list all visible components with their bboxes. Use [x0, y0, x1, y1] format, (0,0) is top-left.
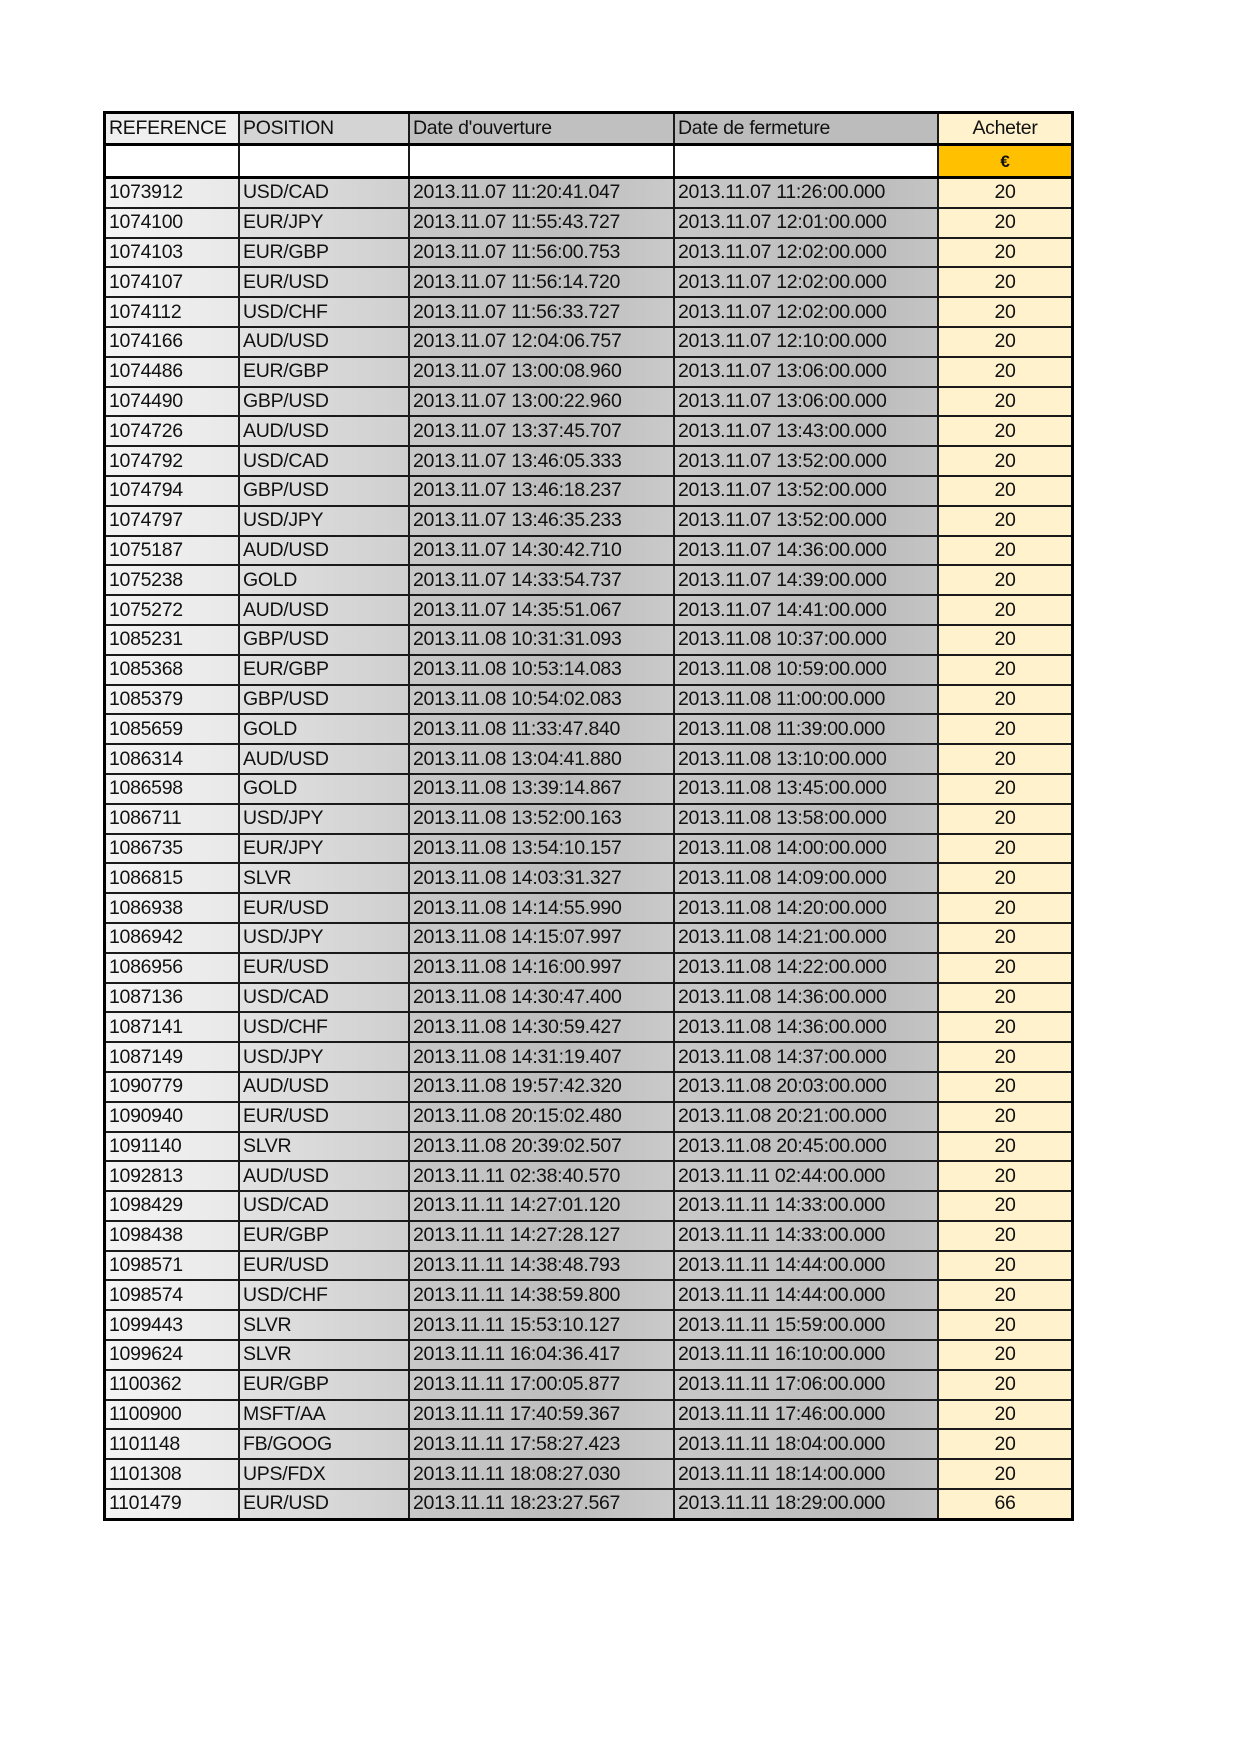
open-date-cell: 2013.11.08 13:39:14.867: [409, 774, 674, 804]
close-date-cell: 2013.11.07 14:39:00.000: [674, 565, 938, 595]
header-acheter: Acheter: [938, 113, 1073, 145]
close-date-cell: 2013.11.08 14:37:00.000: [674, 1042, 938, 1072]
close-date-cell: 2013.11.07 13:52:00.000: [674, 476, 938, 506]
acheter-cell: 20: [938, 1280, 1073, 1310]
position-cell: AUD/USD: [239, 536, 409, 566]
close-date-cell: 2013.11.07 13:43:00.000: [674, 416, 938, 446]
reference-cell: 1085659: [105, 714, 240, 744]
close-date-cell: 2013.11.11 16:10:00.000: [674, 1340, 938, 1370]
close-date-cell: 2013.11.07 11:26:00.000: [674, 178, 938, 208]
acheter-cell: 20: [938, 267, 1073, 297]
open-date-cell: 2013.11.07 14:30:42.710: [409, 536, 674, 566]
close-date-cell: 2013.11.11 17:46:00.000: [674, 1400, 938, 1430]
acheter-cell: 20: [938, 1251, 1073, 1281]
close-date-cell: 2013.11.07 12:02:00.000: [674, 267, 938, 297]
acheter-cell: 20: [938, 178, 1073, 208]
position-cell: USD/JPY: [239, 506, 409, 536]
position-cell: EUR/GBP: [239, 357, 409, 387]
reference-cell: 1086735: [105, 834, 240, 864]
table-row: [105, 923, 1073, 953]
close-date-cell: 2013.11.11 02:44:00.000: [674, 1161, 938, 1191]
acheter-cell: 20: [938, 863, 1073, 893]
open-date-cell: 2013.11.07 11:56:14.720: [409, 267, 674, 297]
table-row: [105, 1012, 1073, 1042]
subheader-empty-cell: [674, 145, 938, 178]
table-row: [105, 416, 1073, 446]
open-date-cell: 2013.11.08 20:15:02.480: [409, 1102, 674, 1132]
close-date-cell: 2013.11.08 13:58:00.000: [674, 804, 938, 834]
position-cell: SLVR: [239, 1340, 409, 1370]
close-date-cell: 2013.11.11 18:14:00.000: [674, 1459, 938, 1489]
position-cell: USD/CHF: [239, 1012, 409, 1042]
close-date-cell: 2013.11.08 11:00:00.000: [674, 685, 938, 715]
table-row: [105, 1191, 1073, 1221]
acheter-cell: 20: [938, 446, 1073, 476]
close-date-cell: 2013.11.07 12:01:00.000: [674, 208, 938, 238]
table-row: [105, 1161, 1073, 1191]
close-date-cell: 2013.11.08 10:59:00.000: [674, 655, 938, 685]
table-row: [105, 1132, 1073, 1162]
table-row: [105, 834, 1073, 864]
position-cell: USD/JPY: [239, 804, 409, 834]
reference-cell: 1086711: [105, 804, 240, 834]
position-cell: AUD/USD: [239, 1161, 409, 1191]
acheter-cell: 20: [938, 1161, 1073, 1191]
acheter-cell: 20: [938, 893, 1073, 923]
open-date-cell: 2013.11.11 16:04:36.417: [409, 1340, 674, 1370]
close-date-cell: 2013.11.07 12:10:00.000: [674, 327, 938, 357]
acheter-cell: 20: [938, 1072, 1073, 1102]
table-row: [105, 476, 1073, 506]
position-cell: USD/CAD: [239, 983, 409, 1013]
table-row: [105, 1459, 1073, 1489]
position-cell: USD/JPY: [239, 1042, 409, 1072]
close-date-cell: 2013.11.08 11:39:00.000: [674, 714, 938, 744]
acheter-cell: 20: [938, 774, 1073, 804]
close-date-cell: 2013.11.08 14:21:00.000: [674, 923, 938, 953]
reference-cell: 1075272: [105, 595, 240, 625]
reference-cell: 1099624: [105, 1340, 240, 1370]
position-cell: MSFT/AA: [239, 1400, 409, 1430]
reference-cell: 1100362: [105, 1370, 240, 1400]
reference-cell: 1073912: [105, 178, 240, 208]
table-row: [105, 655, 1073, 685]
table-row: [105, 804, 1073, 834]
reference-cell: 1087136: [105, 983, 240, 1013]
close-date-cell: 2013.11.07 13:52:00.000: [674, 506, 938, 536]
reference-cell: 1074166: [105, 327, 240, 357]
table-row: [105, 506, 1073, 536]
reference-cell: 1074486: [105, 357, 240, 387]
open-date-cell: 2013.11.08 14:30:47.400: [409, 983, 674, 1013]
table-row: [105, 536, 1073, 566]
position-cell: EUR/USD: [239, 1489, 409, 1519]
reference-cell: 1101308: [105, 1459, 240, 1489]
position-cell: USD/CHF: [239, 1280, 409, 1310]
open-date-cell: 2013.11.07 13:00:08.960: [409, 357, 674, 387]
position-cell: EUR/GBP: [239, 238, 409, 268]
position-cell: EUR/GBP: [239, 1370, 409, 1400]
acheter-cell: 20: [938, 834, 1073, 864]
acheter-cell: 20: [938, 238, 1073, 268]
reference-cell: 1074794: [105, 476, 240, 506]
reference-cell: 1087149: [105, 1042, 240, 1072]
position-cell: EUR/USD: [239, 1102, 409, 1132]
position-cell: AUD/USD: [239, 327, 409, 357]
table-row: [105, 1370, 1073, 1400]
reference-cell: 1074490: [105, 387, 240, 417]
position-cell: USD/CHF: [239, 297, 409, 327]
position-cell: SLVR: [239, 1132, 409, 1162]
table-row: [105, 297, 1073, 327]
reference-cell: 1099443: [105, 1310, 240, 1340]
close-date-cell: 2013.11.08 14:36:00.000: [674, 1012, 938, 1042]
acheter-cell: 66: [938, 1489, 1073, 1519]
reference-cell: 1086314: [105, 744, 240, 774]
table-row: [105, 1042, 1073, 1072]
close-date-cell: 2013.11.08 13:10:00.000: [674, 744, 938, 774]
acheter-cell: 20: [938, 655, 1073, 685]
acheter-cell: 20: [938, 208, 1073, 238]
table-row: [105, 744, 1073, 774]
position-cell: EUR/GBP: [239, 655, 409, 685]
table-row: [105, 357, 1073, 387]
close-date-cell: 2013.11.11 14:44:00.000: [674, 1251, 938, 1281]
reference-cell: 1098429: [105, 1191, 240, 1221]
reference-cell: 1098571: [105, 1251, 240, 1281]
header-close-date: Date de fermeture: [674, 113, 938, 145]
open-date-cell: 2013.11.08 14:03:31.327: [409, 863, 674, 893]
subheader-row: [105, 145, 1073, 178]
open-date-cell: 2013.11.11 14:38:48.793: [409, 1251, 674, 1281]
open-date-cell: 2013.11.07 13:37:45.707: [409, 416, 674, 446]
acheter-cell: 20: [938, 953, 1073, 983]
acheter-cell: 20: [938, 506, 1073, 536]
table-row: [105, 208, 1073, 238]
reference-cell: 1092813: [105, 1161, 240, 1191]
reference-cell: 1074107: [105, 267, 240, 297]
acheter-cell: 20: [938, 1459, 1073, 1489]
reference-cell: 1074797: [105, 506, 240, 536]
table-row: [105, 625, 1073, 655]
open-date-cell: 2013.11.07 11:56:00.753: [409, 238, 674, 268]
table-row: [105, 267, 1073, 297]
close-date-cell: 2013.11.11 14:33:00.000: [674, 1221, 938, 1251]
reference-cell: 1101148: [105, 1429, 240, 1459]
table-row: [105, 863, 1073, 893]
acheter-cell: 20: [938, 804, 1073, 834]
reference-cell: 1086815: [105, 863, 240, 893]
subheader-empty-cell: [409, 145, 674, 178]
header-row: [105, 113, 1073, 145]
reference-cell: 1098574: [105, 1280, 240, 1310]
open-date-cell: 2013.11.11 17:00:05.877: [409, 1370, 674, 1400]
acheter-cell: 20: [938, 1400, 1073, 1430]
acheter-cell: 20: [938, 1132, 1073, 1162]
open-date-cell: 2013.11.11 17:40:59.367: [409, 1400, 674, 1430]
open-date-cell: 2013.11.08 10:53:14.083: [409, 655, 674, 685]
acheter-cell: 20: [938, 1221, 1073, 1251]
table-row: [105, 893, 1073, 923]
acheter-cell: 20: [938, 1310, 1073, 1340]
table-row: [105, 327, 1073, 357]
acheter-cell: 20: [938, 923, 1073, 953]
position-cell: EUR/USD: [239, 893, 409, 923]
open-date-cell: 2013.11.11 18:08:27.030: [409, 1459, 674, 1489]
position-cell: GBP/USD: [239, 387, 409, 417]
reference-cell: 1091140: [105, 1132, 240, 1162]
reference-cell: 1074792: [105, 446, 240, 476]
close-date-cell: 2013.11.08 20:21:00.000: [674, 1102, 938, 1132]
close-date-cell: 2013.11.07 14:36:00.000: [674, 536, 938, 566]
open-date-cell: 2013.11.07 11:56:33.727: [409, 297, 674, 327]
table-row: [105, 685, 1073, 715]
table-row: [105, 1102, 1073, 1132]
reference-cell: 1074103: [105, 238, 240, 268]
acheter-cell: 20: [938, 744, 1073, 774]
acheter-cell: 20: [938, 1042, 1073, 1072]
reference-cell: 1090940: [105, 1102, 240, 1132]
table-row: [105, 1280, 1073, 1310]
reference-cell: 1075238: [105, 565, 240, 595]
position-cell: GOLD: [239, 714, 409, 744]
close-date-cell: 2013.11.08 14:09:00.000: [674, 863, 938, 893]
close-date-cell: 2013.11.07 13:52:00.000: [674, 446, 938, 476]
open-date-cell: 2013.11.08 19:57:42.320: [409, 1072, 674, 1102]
acheter-cell: 20: [938, 983, 1073, 1013]
close-date-cell: 2013.11.08 14:36:00.000: [674, 983, 938, 1013]
open-date-cell: 2013.11.08 13:52:00.163: [409, 804, 674, 834]
table-row: [105, 178, 1073, 208]
table-row: [105, 387, 1073, 417]
acheter-cell: 20: [938, 1370, 1073, 1400]
position-cell: GOLD: [239, 565, 409, 595]
open-date-cell: 2013.11.11 14:27:01.120: [409, 1191, 674, 1221]
close-date-cell: 2013.11.07 12:02:00.000: [674, 297, 938, 327]
reference-cell: 1100900: [105, 1400, 240, 1430]
position-cell: AUD/USD: [239, 595, 409, 625]
reference-cell: 1085379: [105, 685, 240, 715]
open-date-cell: 2013.11.11 14:38:59.800: [409, 1280, 674, 1310]
table-row: [105, 714, 1073, 744]
table-row: [105, 774, 1073, 804]
close-date-cell: 2013.11.07 13:06:00.000: [674, 387, 938, 417]
position-cell: USD/JPY: [239, 923, 409, 953]
open-date-cell: 2013.11.07 12:04:06.757: [409, 327, 674, 357]
position-cell: UPS/FDX: [239, 1459, 409, 1489]
close-date-cell: 2013.11.08 10:37:00.000: [674, 625, 938, 655]
close-date-cell: 2013.11.11 15:59:00.000: [674, 1310, 938, 1340]
position-cell: GBP/USD: [239, 625, 409, 655]
table-row: [105, 1310, 1073, 1340]
table-row: [105, 1489, 1073, 1519]
position-cell: EUR/JPY: [239, 208, 409, 238]
subheader-empty-cell: [239, 145, 409, 178]
header-open-date: Date d'ouverture: [409, 113, 674, 145]
close-date-cell: 2013.11.11 17:06:00.000: [674, 1370, 938, 1400]
close-date-cell: 2013.11.08 20:03:00.000: [674, 1072, 938, 1102]
currency-cell: €: [938, 145, 1073, 178]
acheter-cell: 20: [938, 387, 1073, 417]
reference-cell: 1086938: [105, 893, 240, 923]
reference-cell: 1085231: [105, 625, 240, 655]
open-date-cell: 2013.11.07 14:35:51.067: [409, 595, 674, 625]
open-date-cell: 2013.11.08 14:30:59.427: [409, 1012, 674, 1042]
open-date-cell: 2013.11.08 13:04:41.880: [409, 744, 674, 774]
position-cell: GBP/USD: [239, 476, 409, 506]
reference-cell: 1090779: [105, 1072, 240, 1102]
close-date-cell: 2013.11.08 13:45:00.000: [674, 774, 938, 804]
position-cell: USD/CAD: [239, 178, 409, 208]
open-date-cell: 2013.11.11 02:38:40.570: [409, 1161, 674, 1191]
open-date-cell: 2013.11.08 14:16:00.997: [409, 953, 674, 983]
open-date-cell: 2013.11.07 13:46:18.237: [409, 476, 674, 506]
acheter-cell: 20: [938, 416, 1073, 446]
position-cell: USD/CAD: [239, 1191, 409, 1221]
position-cell: AUD/USD: [239, 744, 409, 774]
table-row: [105, 1251, 1073, 1281]
close-date-cell: 2013.11.11 14:44:00.000: [674, 1280, 938, 1310]
position-cell: AUD/USD: [239, 416, 409, 446]
table-row: [105, 1340, 1073, 1370]
reference-cell: 1086942: [105, 923, 240, 953]
table-row: [105, 238, 1073, 268]
open-date-cell: 2013.11.08 10:31:31.093: [409, 625, 674, 655]
header-reference: REFERENCE: [105, 113, 240, 145]
position-cell: SLVR: [239, 1310, 409, 1340]
acheter-cell: 20: [938, 1012, 1073, 1042]
trades-table: [103, 111, 1074, 1521]
table-row: [105, 565, 1073, 595]
open-date-cell: 2013.11.08 14:31:19.407: [409, 1042, 674, 1072]
position-cell: FB/GOOG: [239, 1429, 409, 1459]
open-date-cell: 2013.11.08 14:15:07.997: [409, 923, 674, 953]
table-row: [105, 1072, 1073, 1102]
acheter-cell: 20: [938, 297, 1073, 327]
position-cell: SLVR: [239, 863, 409, 893]
table-row: [105, 953, 1073, 983]
close-date-cell: 2013.11.07 13:06:00.000: [674, 357, 938, 387]
close-date-cell: 2013.11.08 14:22:00.000: [674, 953, 938, 983]
header-position: POSITION: [239, 113, 409, 145]
reference-cell: 1074726: [105, 416, 240, 446]
close-date-cell: 2013.11.07 14:41:00.000: [674, 595, 938, 625]
acheter-cell: 20: [938, 357, 1073, 387]
reference-cell: 1087141: [105, 1012, 240, 1042]
open-date-cell: 2013.11.11 15:53:10.127: [409, 1310, 674, 1340]
position-cell: EUR/USD: [239, 267, 409, 297]
open-date-cell: 2013.11.07 13:00:22.960: [409, 387, 674, 417]
reference-cell: 1086956: [105, 953, 240, 983]
reference-cell: 1074112: [105, 297, 240, 327]
open-date-cell: 2013.11.08 14:14:55.990: [409, 893, 674, 923]
position-cell: EUR/USD: [239, 953, 409, 983]
close-date-cell: 2013.11.11 18:04:00.000: [674, 1429, 938, 1459]
close-date-cell: 2013.11.07 12:02:00.000: [674, 238, 938, 268]
close-date-cell: 2013.11.08 14:20:00.000: [674, 893, 938, 923]
acheter-cell: 20: [938, 714, 1073, 744]
acheter-cell: 20: [938, 625, 1073, 655]
reference-cell: 1085368: [105, 655, 240, 685]
open-date-cell: 2013.11.07 14:33:54.737: [409, 565, 674, 595]
table-row: [105, 983, 1073, 1013]
position-cell: USD/CAD: [239, 446, 409, 476]
acheter-cell: 20: [938, 1191, 1073, 1221]
table-row: [105, 595, 1073, 625]
open-date-cell: 2013.11.08 20:39:02.507: [409, 1132, 674, 1162]
acheter-cell: 20: [938, 595, 1073, 625]
open-date-cell: 2013.11.07 13:46:35.233: [409, 506, 674, 536]
close-date-cell: 2013.11.08 14:00:00.000: [674, 834, 938, 864]
position-cell: GOLD: [239, 774, 409, 804]
close-date-cell: 2013.11.11 14:33:00.000: [674, 1191, 938, 1221]
open-date-cell: 2013.11.08 10:54:02.083: [409, 685, 674, 715]
acheter-cell: 20: [938, 1429, 1073, 1459]
table-row: [105, 1400, 1073, 1430]
position-cell: EUR/GBP: [239, 1221, 409, 1251]
acheter-cell: 20: [938, 536, 1073, 566]
acheter-cell: 20: [938, 1340, 1073, 1370]
table-row: [105, 446, 1073, 476]
open-date-cell: 2013.11.11 18:23:27.567: [409, 1489, 674, 1519]
reference-cell: 1074100: [105, 208, 240, 238]
acheter-cell: 20: [938, 1102, 1073, 1132]
open-date-cell: 2013.11.08 13:54:10.157: [409, 834, 674, 864]
position-cell: AUD/USD: [239, 1072, 409, 1102]
open-date-cell: 2013.11.11 17:58:27.423: [409, 1429, 674, 1459]
position-cell: EUR/JPY: [239, 834, 409, 864]
reference-cell: 1086598: [105, 774, 240, 804]
close-date-cell: 2013.11.08 20:45:00.000: [674, 1132, 938, 1162]
close-date-cell: 2013.11.11 18:29:00.000: [674, 1489, 938, 1519]
table-row: [105, 1429, 1073, 1459]
acheter-cell: 20: [938, 565, 1073, 595]
subheader-empty-cell: [105, 145, 240, 178]
open-date-cell: 2013.11.07 11:20:41.047: [409, 178, 674, 208]
open-date-cell: 2013.11.07 11:55:43.727: [409, 208, 674, 238]
acheter-cell: 20: [938, 327, 1073, 357]
open-date-cell: 2013.11.07 13:46:05.333: [409, 446, 674, 476]
acheter-cell: 20: [938, 685, 1073, 715]
reference-cell: 1101479: [105, 1489, 240, 1519]
table-row: [105, 1221, 1073, 1251]
open-date-cell: 2013.11.08 11:33:47.840: [409, 714, 674, 744]
position-cell: EUR/USD: [239, 1251, 409, 1281]
acheter-cell: 20: [938, 476, 1073, 506]
position-cell: GBP/USD: [239, 685, 409, 715]
reference-cell: 1098438: [105, 1221, 240, 1251]
reference-cell: 1075187: [105, 536, 240, 566]
open-date-cell: 2013.11.11 14:27:28.127: [409, 1221, 674, 1251]
